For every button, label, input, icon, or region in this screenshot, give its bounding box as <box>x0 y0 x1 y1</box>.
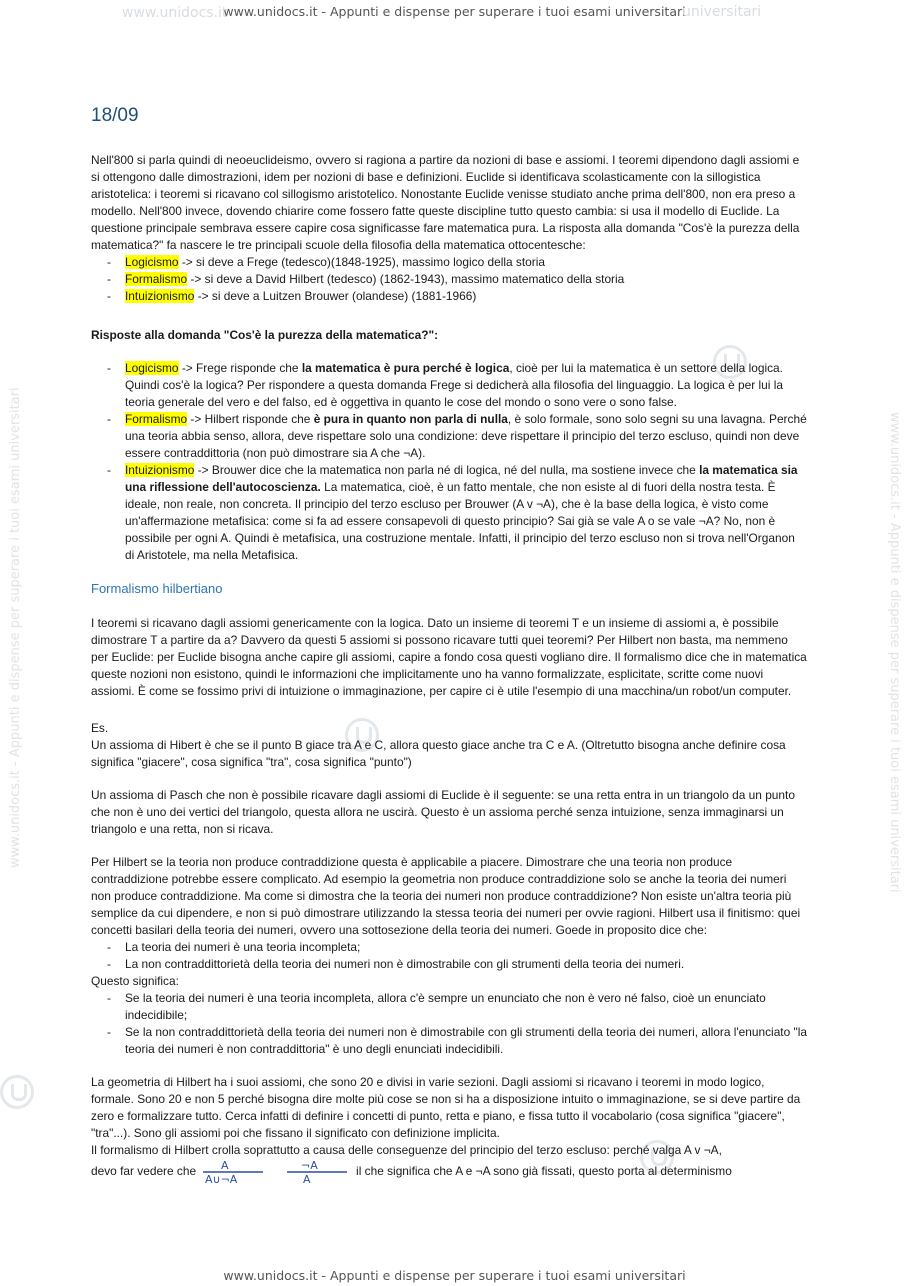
answer-text: La matematica, cioè, è un fatto mentale, che non esiste al di fuori della nostra testa. È ideale, non reale, non concreta. Il principio del terzo escluso per Brouwer (A v ¬A), che è la base della logica, è visto come un'affermazione metafisica: come si fa ad essere consapevoli di questo principio? Sai già se vale A o se vale ¬A? No, non è possibile per ogni A. Quindi è metafisica, una costruzione mentale. Infatti, il principio del terzo escluso non si trova nell'Organon di Aristotele, ma nella Metafisica. <box>125 480 795 562</box>
side-watermark-left: www.unidocs.it - Appunti e dispense per superare i tuoi esami universitari <box>8 387 23 868</box>
unidocs-logo-icon <box>0 1075 34 1109</box>
list-item-text: -> si deve a Luitzen Brouwer (olandese) (1881-1966) <box>194 289 477 303</box>
handwritten-fraction-a <box>199 1159 269 1185</box>
list-item <box>125 411 807 462</box>
list-item <box>125 360 807 411</box>
meaning-list <box>91 990 807 1058</box>
list-item <box>125 254 807 271</box>
highlight-term: Formalismo <box>125 272 188 286</box>
highlight-term: Logicismo <box>125 255 179 269</box>
paragraph: Il formalismo di Hilbert crolla soprattutto a causa delle conseguenze del principio del terzo escluso: perché valga A v ¬A, <box>91 1143 722 1157</box>
document-body <box>91 100 807 1185</box>
paragraph-last <box>91 1159 807 1185</box>
highlight-term: Intuizionismo <box>125 289 195 303</box>
paragraph: Un assioma di Hibert è che se il punto B giace tra A e C, allora questo giace anche tra C e A. (Oltretutto bisogna anche definire cosa significa "giacere", cosa significa "tra", cosa significa "punto") <box>91 738 786 769</box>
highlight-term: Intuizionismo <box>125 463 195 477</box>
meaning-label: Questo significa: <box>91 974 179 988</box>
side-watermark-right: www.unidocs.it - Appunti e dispense per superare i tuoi esami universitari <box>887 412 902 893</box>
ghost-watermark-left: www.unidocs.it <box>122 5 228 21</box>
list-item: - La teoria dei numeri è una teoria incompleta; <box>125 939 807 956</box>
hand-denominator: A <box>302 1173 311 1185</box>
paragraph: I teoremi si ricavano dagli assiomi genericamente con la logica. Dato un insieme di teoremi T e un insieme di assiomi a, è possibile dimostrare T a partire da a? Davvero da questi 5 assiomi si possono ricavare tutti quei teoremi? Per Hilbert non basta, ma nemmeno per Euclide: per Euclide bisogna anche capire gli assiomi, capire a fondo cosa questi vogliano dire. Il formalismo dice che in matematica queste nozioni non esistono, quindi le informazioni che implicitamente uno ha vanno formalizzate, esplicitate, scritte come nuovi assiomi. È come se fossimo privi di intuizione o immaginazione, per capire ci è utile l'esempio di una macchina/un robot/un computer. <box>91 616 807 698</box>
paragraph: Per Hilbert se la teoria non produce contraddizione questa è applicabile a piacere. Dimostrare che una teoria non produce contraddizione potrebbe essere complicato. Ad esempio la geometria non produce contraddizione solo se anche la teoria dei numeri non produce contraddizione. Ma come si dimostra che la teoria dei numeri non produce contraddizione? Non esiste un'altra teoria più semplice da cui dipendere, e non si può dimostrare utilizzando la stessa teoria dei numeri per ovvie ragioni. Hilbert usa il finitismo: quei concetti basilari della teoria dei numeri, ovvero una sottosezione della teoria dei numeri. Goede in proposito dice che: <box>91 855 801 937</box>
answer-text: , cioè per lui la matematica è un settore della logica. Quindi cos'è la logica? Per rispondere a questa domanda Frege si dedicherà alla filosofia del linguaggio. La logica è per lui la teoria generale del vero e del falso, ed è oggettiva in quanto le cose del mondo o sono vere o sono false. <box>125 361 783 409</box>
ghost-watermark-right: universitari <box>682 4 762 20</box>
answer-text: -> Hilbert risponde che <box>187 412 314 426</box>
example-label: Es. <box>91 721 109 735</box>
highlight-term: Formalismo <box>125 412 188 426</box>
page-title: 18/09 <box>91 105 139 126</box>
answers-list <box>91 360 807 564</box>
paragraph: La geometria di Hilbert ha i suoi assiomi, che sono 20 e divisi in varie sezioni. Dagli assiomi si ricavano i teoremi in modo logico, formale. Sono 20 e non 5 perché bisogna dire molte più cose se non si ha a disposizione intuito o immaginazione, se si deve partire da zero e formalizzare tutto. Cerca infatti di definire i concetti di punto, retta e piano, e fissa tutto il vocabolario (cosa significa "giacere", "tra"...). Sono gli assiomi poi che fissano il significato con definizione implicita. <box>91 1075 801 1140</box>
section-heading: Formalismo hilbertiano <box>91 581 223 596</box>
list-item <box>125 271 807 288</box>
answer-text: -> Frege risponde che <box>178 361 302 375</box>
intro-paragraph: Nell'800 si parla quindi di neoeuclideismo, ovvero si ragiona a partire da nozioni di base e assiomi. I teoremi dipendono dagli assiomi e si ottengono dalle dimostrazioni, idem per nozioni di base e definizioni. Euclide si identificava scolasticamente con la sillogistica aristotelica: i teoremi si ricavano col sillogismo aristotelico. Nonostante Euclide venisse studiato anche prima dell'800, non era preso a modello. Nell'800 invece, dovendo chiarire come fossero fatte queste discipline tutto questo cambia: si usa il modello di Euclide. La questione principale sembrava essere capire cosa significasse fare matematica pura. La risposta alla domanda "Cos'è la purezza della matematica?" fa nascere le tre principali scuole della filosofia della matematica ottocentesche: <box>91 153 800 252</box>
footer-watermark: www.unidocs.it - Appunti e dispense per superare i tuoi esami universitari <box>223 1268 686 1283</box>
answer-bold: la matematica è pura perché è logica <box>301 361 510 375</box>
answer-text: , è solo formale, sono solo segni su una lavagna. Perché una teoria abbia senso, allora, deve rispettare solo una condizione: deve rispettare il principio del terzo escluso, quindi non deve essere contraddittoria (non può dimostrare sia A che ¬A). <box>125 412 807 460</box>
handwritten-fraction-b <box>273 1159 353 1185</box>
list-item: - Se la non contraddittorietà della teoria dei numeri non è dimostrabile con gli strumenti della teoria dei numeri, allora l'enunciato "la teoria dei numeri è non contraddittoria" è uno degli enunciati indecidibili. <box>125 1024 807 1058</box>
list-item: - Se la teoria dei numeri è una teoria incompleta, allora c'è sempre un enunciato che non è vero né falso, cioè un enunciato indecidibile; <box>125 990 807 1024</box>
list-item <box>125 288 807 305</box>
answers-heading: Risposte alla domanda "Cos'è la purezza della matematica?": <box>91 328 439 342</box>
header-watermark: www.unidocs.it - Appunti e dispense per superare i tuoi esami universitari <box>223 4 686 19</box>
paragraph: Un assioma di Pasch che non è possibile ricavare dagli assiomi di Euclide è il seguente: se una retta entra in un triangolo da un punto che non è uno dei vertici del triangolo, questa allora ne uscirà. Questo è un assioma perché senza intuizione, senza immaginarsi un triangolo e una retta, non si ricava. <box>91 788 795 836</box>
hand-numerator: A <box>221 1159 229 1172</box>
list-item <box>125 462 807 564</box>
goedel-list <box>91 939 807 973</box>
list-item-text: -> si deve a David Hilbert (tedesco) (1862-1943), massimo matematico della storia <box>187 272 625 286</box>
paragraph-text: devo far vedere che <box>91 1164 197 1179</box>
list-item: - La non contraddittorietà della teoria dei numeri non è dimostrabile con gli strumenti della teoria dei numeri. <box>125 956 807 973</box>
hand-denominator: A∪¬A <box>205 1173 238 1185</box>
hand-numerator: ¬A <box>300 1159 318 1172</box>
paragraph-text: il che significa che A e ¬A sono già fissati, questo porta al determinismo <box>356 1164 732 1179</box>
answer-bold: è pura in quanto non parla di nulla <box>313 412 508 426</box>
answer-text: -> Brouwer dice che la matematica non parla né di logica, né del nulla, ma sostiene invece che <box>194 463 700 477</box>
list-item-text: -> si deve a Frege (tedesco)(1848-1925), massimo logico della storia <box>178 255 546 269</box>
answer-bold: la matematica sia una riflessione dell'autocoscienza. <box>125 463 798 494</box>
highlight-term: Logicismo <box>125 361 179 375</box>
schools-list <box>91 254 807 305</box>
